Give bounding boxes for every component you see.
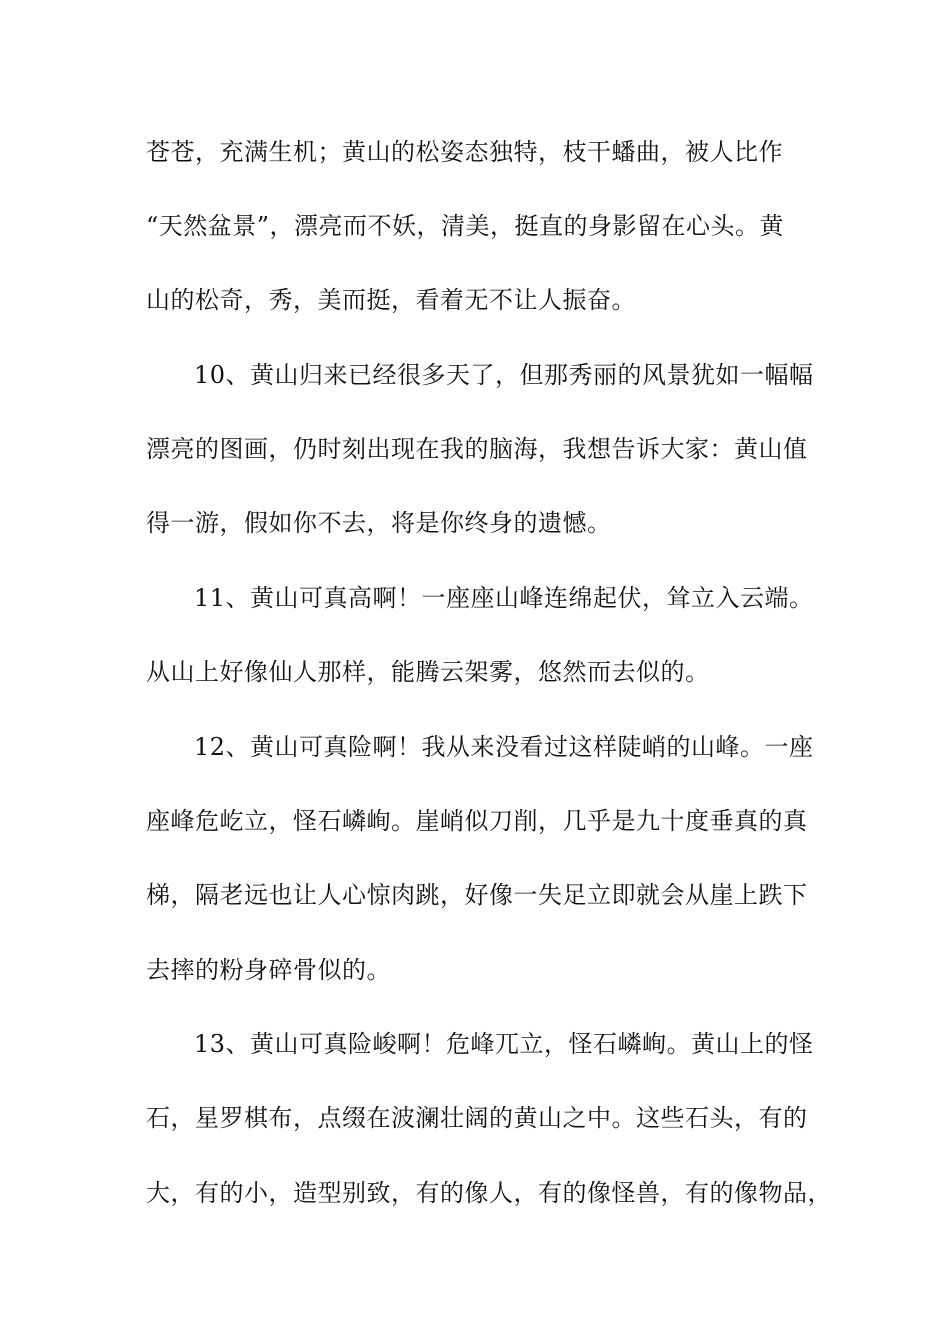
text-line: 石，星罗棋布，点缀在波澜壮阔的黄山之中。这些石头，有的 <box>146 1104 808 1132</box>
text-line: 山的松奇，秀，美而挺，看着无不让人振奋。 <box>146 286 636 314</box>
text-line: 漂亮的图画，仍时刻出现在我的脑海，我想告诉大家：黄山值 <box>146 435 808 463</box>
text-line: “天然盆景”，漂亮而不妖，清美，挺直的身影留在心头。黄 <box>146 212 785 240</box>
text-line: 去摔的粉身碎骨似的。 <box>146 956 391 984</box>
text-line: 苍苍，充满生机；黄山的松姿态独特，枝干蟠曲，被人比作 <box>146 138 783 166</box>
text-line: 得一游，假如你不去，将是你终身的遗憾。 <box>146 509 612 537</box>
paragraph-10-line-1: 10、黄山归来已经很多天了，但那秀丽的风景犹如一幅幅 <box>194 361 814 389</box>
text-line: 从山上好像仙人那样，能腾云架雾，悠然而去似的。 <box>146 658 710 686</box>
paragraph-13-line-1: 13、黄山可真险峻啊！危峰兀立，怪石嶙峋。黄山上的怪 <box>194 1030 814 1058</box>
paragraph-11-line-1: 11、黄山可真高啊！一座座山峰连绵起伏，耸立入云端。 <box>194 584 814 612</box>
paragraph-12-line-1: 12、黄山可真险啊！我从来没看过这样陡峭的山峰。一座 <box>194 733 814 761</box>
text-line: 梯，隔老远也让人心惊肉跳，好像一失足立即就会从崖上跌下 <box>146 881 808 909</box>
text-line: 大，有的小，造型别致，有的像人，有的像怪兽，有的像物品， <box>146 1179 832 1207</box>
text-line: 座峰危屹立，怪石嶙峋。崖峭似刀削，几乎是九十度垂真的真 <box>146 807 808 835</box>
